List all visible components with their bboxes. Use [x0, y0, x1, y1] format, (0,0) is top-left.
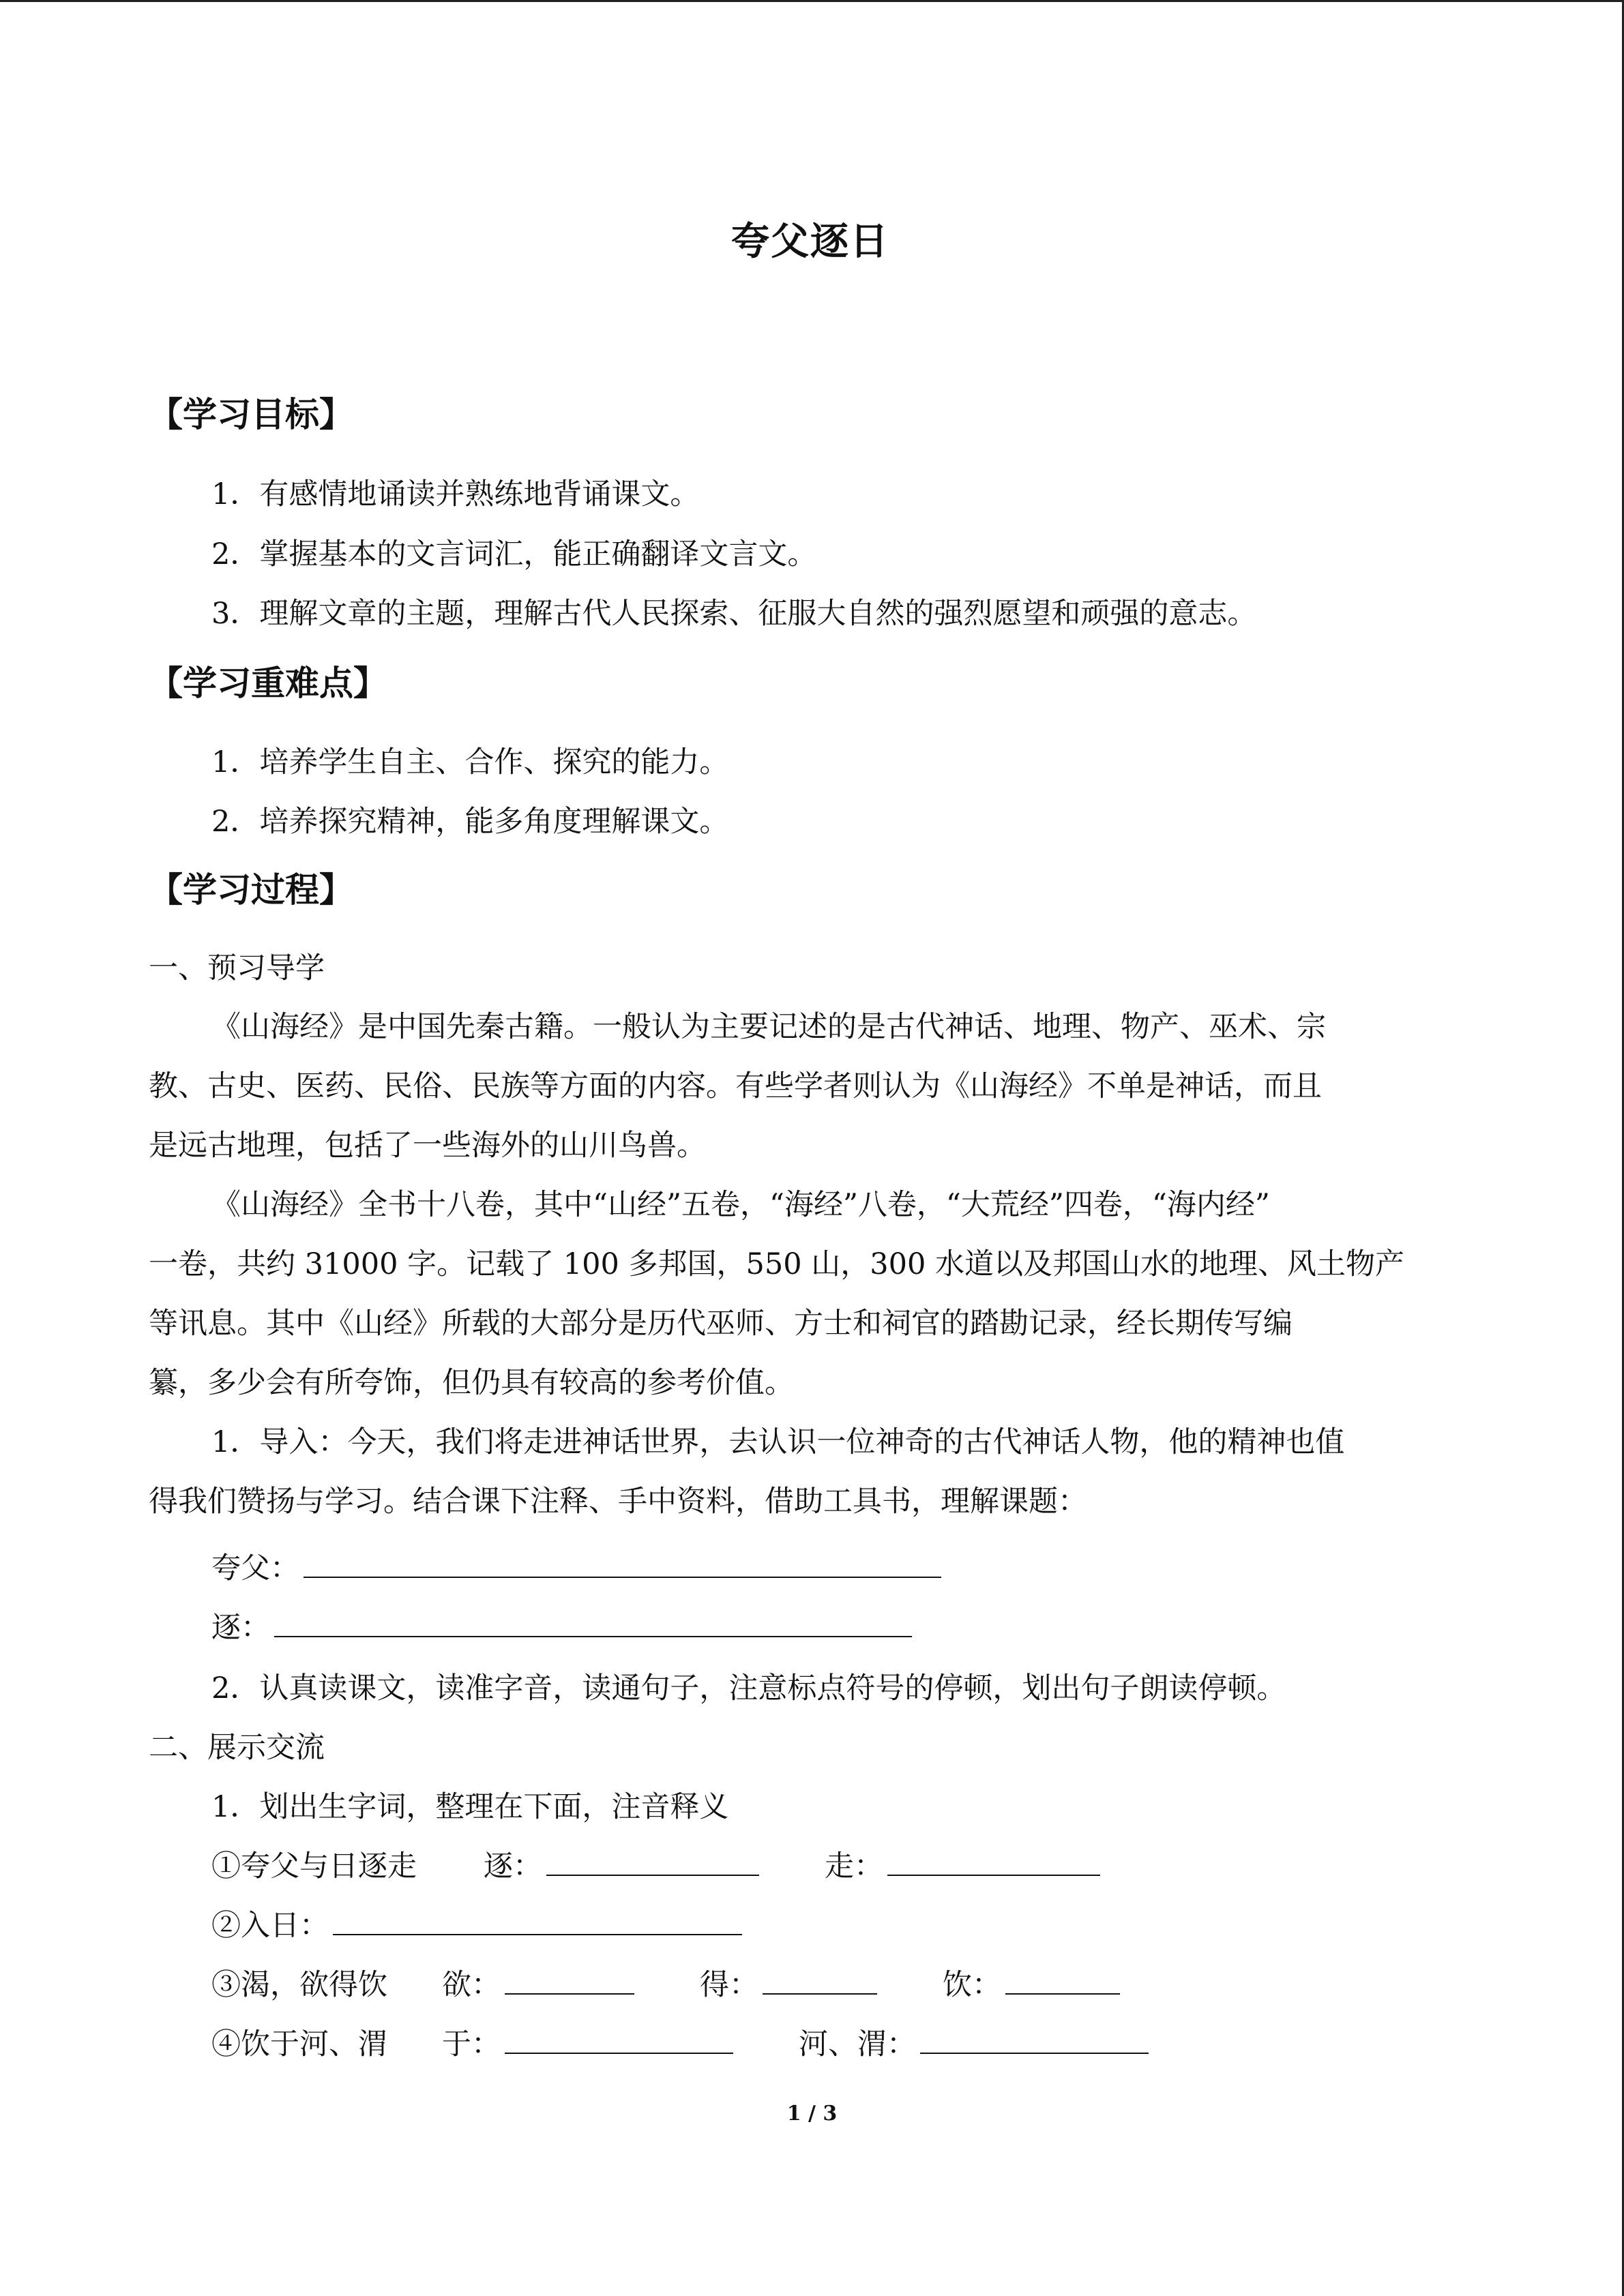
- vocab-row: [211, 1965, 1120, 2006]
- answer-blank[interactable]: [763, 1966, 877, 1995]
- paragraph-line: 《山海经》全书十八卷，其中“山经”五卷，“海经”八卷，“大荒经”四卷，“海内经”: [211, 1188, 1270, 1222]
- vocab-word: 于：: [442, 2027, 501, 2061]
- paragraph-line: 等讯息。其中《山经》所载的大部分是历代巫师、方士和祠官的踏勘记录，经长期传写编: [149, 1307, 1293, 1341]
- paragraph-line: 1．划出生字词，整理在下面，注音释义: [211, 1790, 729, 1824]
- vocab-word: 欲：: [442, 1968, 501, 2002]
- vocab-word: 走：: [825, 1849, 883, 1883]
- answer-blank[interactable]: [1005, 1966, 1120, 1995]
- answer-blank[interactable]: [304, 1549, 941, 1578]
- part1-title: 一、预习导学: [149, 951, 325, 985]
- answer-blank[interactable]: [274, 1609, 912, 1637]
- paragraph-line: 1．导入：今天，我们将走进神话世界，去认识一位神奇的古代神话人物，他的精神也值: [211, 1425, 1345, 1459]
- answer-blank[interactable]: [333, 1907, 742, 1935]
- answer-blank[interactable]: [920, 2025, 1149, 2054]
- heading-process: 【学习过程】: [149, 870, 353, 910]
- goal-item: 3．理解文章的主题，理解古代人民探索、征服大自然的强烈愿望和顽强的意志。: [211, 597, 1257, 631]
- paragraph-line: 《山海经》是中国先秦古籍。一般认为主要记述的是古代神话、地理、物产、巫术、宗: [211, 1010, 1326, 1044]
- heading-goals: 【学习目标】: [149, 395, 353, 434]
- fill-label: 逐：: [211, 1611, 270, 1645]
- vocab-phrase: ②入日：: [211, 1909, 329, 1943]
- heading-keypoints: 【学习重难点】: [149, 664, 387, 703]
- vocab-word: 逐：: [484, 1849, 542, 1883]
- vocab-row: [211, 1846, 1100, 1887]
- paragraph-line: 教、古史、医药、民俗、民族等方面的内容。有些学者则认为《山海经》不单是神话，而且: [149, 1069, 1322, 1103]
- vocab-phrase: ③渴，欲得饮: [211, 1968, 387, 2002]
- vocab-row: [211, 1905, 742, 1946]
- paragraph-line: 纂，多少会有所夸饰，但仍具有较高的参考价值。: [149, 1366, 794, 1400]
- vocab-word: 得：: [700, 1968, 758, 2002]
- paragraph-line: 2．认真读课文，读准字音，读通句子，注意标点符号的停顿，划出句子朗读停顿。: [211, 1671, 1286, 1705]
- answer-blank[interactable]: [505, 1966, 634, 1995]
- goal-item: 1．有感情地诵读并熟练地背诵课文。: [211, 477, 700, 511]
- paragraph-line: 一卷，共约 31000 字。记载了 100 多邦国，550 山，300 水道以及邦国山水的地理、风土物产: [149, 1247, 1405, 1281]
- fill-label: 夸父：: [211, 1551, 299, 1585]
- page-title: 夸父逐日: [731, 220, 889, 264]
- vocab-phrase: ④饮于河、渭: [211, 2027, 387, 2061]
- vocab-phrase: ①夸父与日逐走: [211, 1849, 417, 1883]
- vocab-word: 河、渭：: [799, 2027, 916, 2061]
- goal-item: 2．掌握基本的文言词汇，能正确翻译文言文。: [211, 537, 817, 571]
- vocab-row: [211, 2024, 1149, 2065]
- answer-blank[interactable]: [505, 2025, 733, 2054]
- fill-line-zhu: [211, 1607, 912, 1648]
- paragraph-line: 得我们赞扬与学习。结合课下注释、手中资料，借助工具书，理解课题：: [149, 1485, 1087, 1519]
- paragraph-line: 是远古地理，包括了一些海外的山川鸟兽。: [149, 1129, 706, 1163]
- page-number: 1 / 3: [786, 2102, 838, 2126]
- fill-line-kuafu: [211, 1548, 941, 1589]
- answer-blank[interactable]: [546, 1847, 759, 1876]
- keypoint-item: 2．培养探究精神，能多角度理解课文。: [211, 805, 729, 839]
- answer-blank[interactable]: [887, 1847, 1100, 1876]
- vocab-word: 饮：: [943, 1968, 1001, 2002]
- keypoint-item: 1．培养学生自主、合作、探究的能力。: [211, 745, 729, 779]
- part2-title: 二、展示交流: [149, 1731, 325, 1765]
